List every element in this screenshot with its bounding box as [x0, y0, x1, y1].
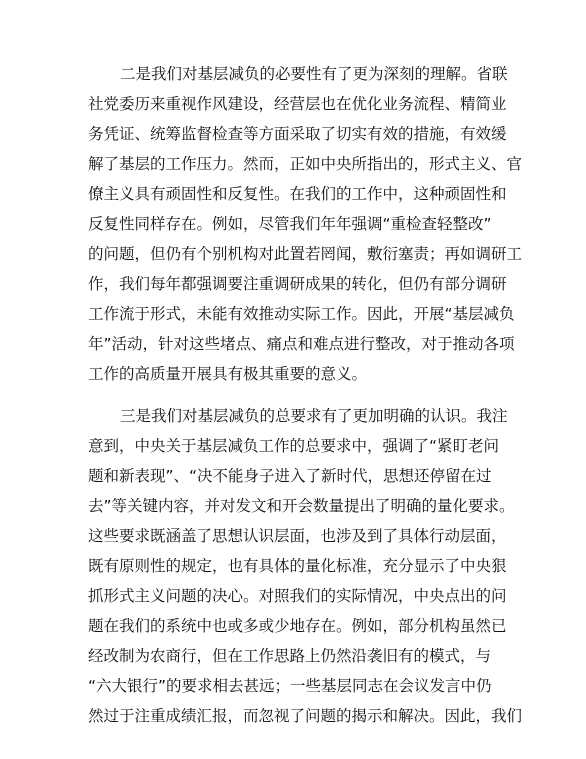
- paragraph-1-line-9: 工作流于形式，未能有效推动实际工作。因此，开展“基层减负: [88, 305, 515, 323]
- paragraph-2-line-10: “六大银行”的要求相去甚远；一些基层同志在会议发言中仍: [88, 677, 492, 695]
- paragraph-2-line-5: 这些要求既涵盖了思想认识层面，也涉及到了具体行动层面，: [88, 527, 507, 545]
- paragraph-1-line-2: 社党委历来重视作风建设，经营层也在优化业务流程、精简业: [88, 95, 507, 113]
- paragraph-2-line-7: 抓形式主义问题的决心。对照我们的实际情况，中央点出的问: [88, 587, 507, 605]
- paragraph-2-line-4: 去”等关键内容，并对发文和开会数量提出了明确的量化要求。: [88, 497, 515, 515]
- paragraph-2-line-9: 经改制为农商行，但在工作思路上仍然沿袭旧有的模式，与: [88, 647, 492, 665]
- paragraph-1-line-6: 反复性同样存在。例如，尽管我们年年强调“重检查轻整改”: [88, 215, 492, 233]
- paragraph-2-line-1: 三是我们对基层减负的总要求有了更加明确的认识。我注: [120, 407, 508, 425]
- paragraph-2-line-11: 然过于注重成绩汇报，而忽视了问题的揭示和解决。因此，我们: [88, 707, 523, 725]
- paragraph-2-line-3: 题和新表现”、“决不能身子进入了新时代，思想还停留在过: [88, 467, 492, 485]
- paragraph-1-line-5: 僚主义具有顽固性和反复性。在我们的工作中，这种顽固性和: [88, 185, 507, 203]
- paragraph-2-line-6: 既有原则性的规定，也有具体的量化标准，充分显示了中央狠: [88, 557, 507, 575]
- paragraph-1-line-8: 作，我们每年都强调要注重调研成果的转化，但仍有部分调研: [88, 275, 507, 293]
- paragraph-1-line-11: 工作的高质量开展具有极其重要的意义。: [88, 365, 368, 383]
- paragraph-2-line-8: 题在我们的系统中也或多或少地存在。例如，部分机构虽然已: [88, 617, 507, 635]
- paragraph-2-line-2: 意到，中央关于基层减负工作的总要求中，强调了“紧盯老问: [88, 437, 500, 455]
- paragraph-1-line-7: 的问题，但仍有个别机构对此置若罔闻，敷衍塞责；再如调研工: [88, 245, 523, 263]
- paragraph-1-line-3: 务凭证、统筹监督检查等方面采取了切实有效的措施，有效缓: [88, 125, 507, 143]
- paragraph-1-line-4: 解了基层的工作压力。然而，正如中央所指出的，形式主义、官: [88, 155, 523, 173]
- paragraph-1-line-1: 二是我们对基层减负的必要性有了更为深刻的理解。省联: [120, 65, 508, 83]
- paragraph-1-line-10: 年”活动，针对这些堵点、痛点和难点进行整改，对于推动各项: [88, 335, 515, 353]
